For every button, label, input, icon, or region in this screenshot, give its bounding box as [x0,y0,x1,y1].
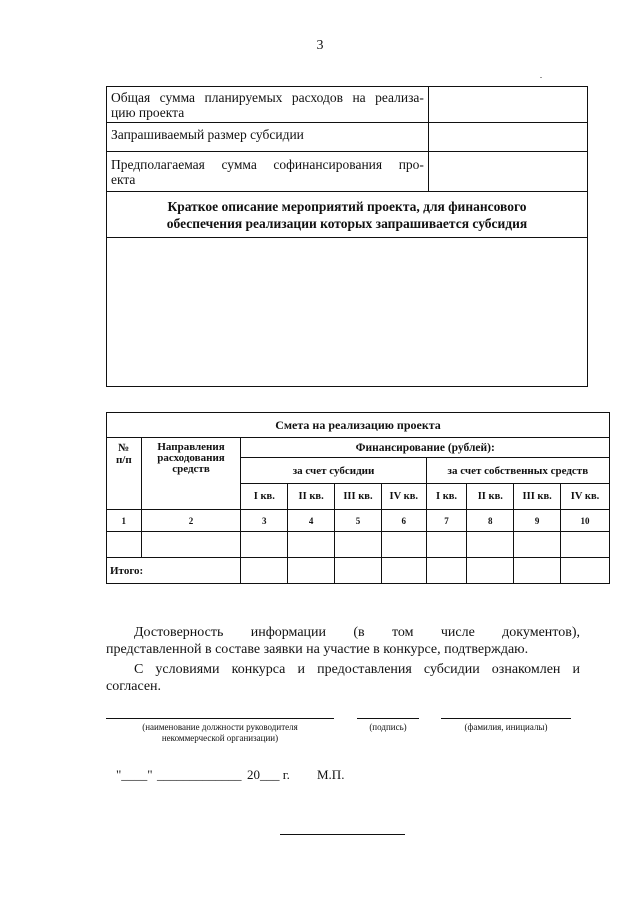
col-header-financing: Финансирование (рублей): [241,438,610,458]
position-caption: (наименование должности руководителя некоммерческой организации) [142,722,298,743]
column-number: 9 [514,510,561,532]
column-number: 4 [288,510,335,532]
column-number: 3 [241,510,288,532]
name-caption: (фамилия, инициалы) [464,722,548,732]
date-day: "____" [116,767,153,782]
date-month: _____________ [157,767,242,782]
column-number: 2 [141,510,241,532]
cofinancing-label: Предполагаемая сумма софинансирования про- екта [107,152,429,192]
name-signature-line [441,718,571,719]
column-number: 5 [335,510,382,532]
info-row-total-expenses [107,87,588,123]
footer-divider [280,834,405,835]
column-number-row [107,510,610,532]
info-row-subsidy-amount [107,123,588,152]
description-heading: Краткое описание мероприятий проекта, для финансового обеспечения реализации которых запрашивается субсидия [107,192,588,238]
budget-table [106,412,610,584]
total-row [107,558,610,584]
column-number: 6 [381,510,426,532]
column-number: 8 [467,510,514,532]
page-number: 3 [316,38,324,53]
cofinancing-value [428,152,587,192]
quarter-header: III кв. [514,484,561,510]
total-expenses-value [428,87,587,123]
declaration-paragraph-1: Достоверность информации (в том числе документов), представленной в составе заявки на участие в конкурсе, подтверждаю. [106,625,580,657]
budget-title: Смета на реализацию проекта [107,413,610,438]
quarter-header: II кв. [288,484,335,510]
scan-speck [540,77,542,78]
subsidy-amount-label: Запрашиваемый размер субсидии [107,123,429,152]
position-signature-line [106,718,334,719]
quarter-header: IV кв. [381,484,426,510]
signature-caption: (подпись) [369,722,407,732]
column-number: 10 [561,510,610,532]
quarter-header: III кв. [335,484,382,510]
col-header-own-funds: за счет собственных средств [426,458,609,484]
info-row-description [107,238,588,387]
total-label: Итого: [107,558,241,584]
quarter-header: I кв. [426,484,467,510]
subsidy-amount-value [428,123,587,152]
quarter-header: I кв. [241,484,288,510]
col-header-subsidy: за счет субсидии [241,458,426,484]
table-row [107,532,610,558]
quarter-header: II кв. [467,484,514,510]
date-year: 20___ г. [247,767,290,782]
description-field [107,238,588,387]
column-number: 1 [107,510,142,532]
info-row-cofinancing [107,152,588,192]
signature-line [357,718,419,719]
stamp-place: М.П. [317,767,345,782]
declaration-paragraph-2: С условиями конкурса и предоставления субсидии ознакомлен и согласен. [106,662,580,694]
col-header-number: № п/п [107,438,142,510]
column-number: 7 [426,510,467,532]
col-header-direction: Направления расходования средств [141,438,241,510]
project-info-table [106,86,588,387]
quarter-header: IV кв. [561,484,610,510]
total-expenses-label: Общая сумма планируемых расходов на реализа- цию проекта [107,87,429,123]
info-row-description-heading [107,192,588,238]
